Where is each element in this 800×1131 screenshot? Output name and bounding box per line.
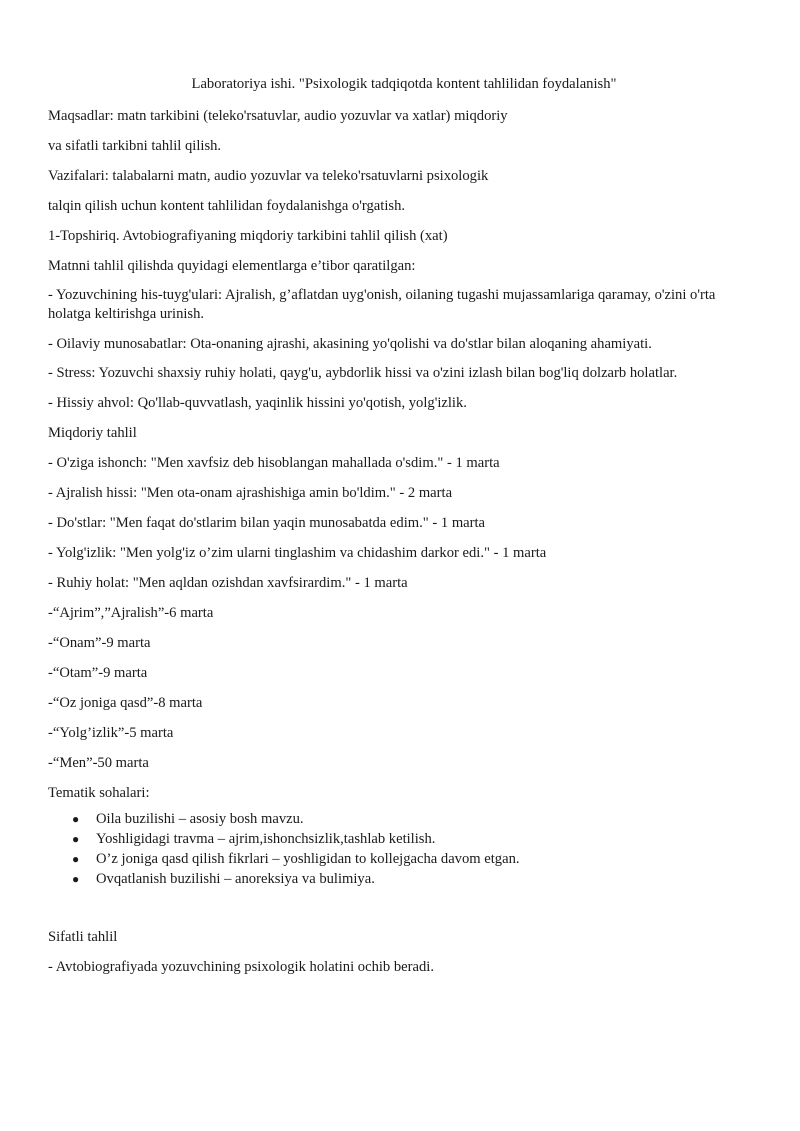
quant-item: -“Onam”-9 marta [48,635,151,651]
element-family: - Oilaviy munosabatlar: Ota-onaning ajrashi, akasining yo'qolishi va do'stlar bilan aloqaning ahamiyati. [48,336,652,352]
list-item [72,849,760,869]
bullet-icon: ● [72,852,80,866]
quant-item: -“Ajrim”,”Ajralish”-6 marta [48,605,214,621]
qual-item: - Avtobiografiyada yozuvchining psixologik holatini ochib beradi. [48,959,434,975]
quantitative-heading: Miqdoriy tahlil [48,425,137,441]
element-feelings: - Yozuvchining his-tuyg'ulari: Ajralish, g’aflatdan uyg'onish, oilaning tugashi mujassamlariga qaramay, o'zini o'rta holatga keltirishga urinish. [48,287,716,322]
theme-text: Oila buzilishi – asosiy bosh mavzu. [96,811,304,827]
document-page [48,74,760,987]
quant-item: -“Men”-50 marta [48,755,149,771]
quant-item: - Yolg'izlik: "Men yolg'iz o’zim ularni tinglashim va chidashim darkor edi." - 1 marta [48,545,547,561]
quant-item: - O'ziga ishonch: "Men xavfsiz deb hisoblangan mahallada o'sdim." - 1 marta [48,455,500,471]
list-item [72,869,760,889]
quant-item: -“Otam”-9 marta [48,665,148,681]
bullet-icon: ● [72,812,80,826]
spacer [48,889,760,927]
tasks-line-2: talqin qilish uchun kontent tahlilidan foydalanishga o'rgatish. [48,198,406,214]
task-1-heading: 1-Topshiriq. Avtobiografiyaning miqdoriy tarkibini tahlil qilish (xat) [48,228,448,244]
element-emotional-state: - Hissiy ahvol: Qo'llab-quvvatlash, yaqinlik hissini yo'qotish, yolg'izlik. [48,395,467,411]
themes-heading: Tematik sohalari: [48,785,150,801]
quant-item: -“Oz joniga qasd”-8 marta [48,695,203,711]
tasks-line-1: Vazifalari: talabalarni matn, audio yozuvlar va teleko'rsatuvlarni psixologik [48,168,489,184]
document-title: Laboratoriya ishi. "Psixologik tadqiqotda kontent tahlilidan foydalanish" [191,76,617,92]
quant-item: - Do'stlar: "Men faqat do'stlarim bilan yaqin munosabatda edim." - 1 marta [48,515,486,531]
list-item [72,829,760,849]
qualitative-heading: Sifatli tahlil [48,929,118,945]
list-item [72,809,760,829]
quant-item: - Ruhiy holat: "Men aqldan ozishdan xavfsirardim." - 1 marta [48,575,408,591]
analysis-intro: Matnni tahlil qilishda quyidagi elementlarga e’tibor qaratilgan: [48,258,416,274]
bullet-icon: ● [72,872,80,886]
goals-line-2: va sifatli tarkibni tahlil qilish. [48,138,222,154]
quant-item: -“Yolg’izlik”-5 marta [48,725,174,741]
quant-item: - Ajralish hissi: "Men ota-onam ajrashishiga amin bo'ldim." - 2 marta [48,485,453,501]
element-stress: - Stress: Yozuvchi shaxsiy ruhiy holati, qayg'u, aybdorlik hissi va o'zini izlash bilan bog'liq dolzarb holatlar. [48,365,678,381]
goals-line-1: Maqsadlar: matn tarkibini (teleko'rsatuvlar, audio yozuvlar va xatlar) miqdoriy [48,108,508,124]
theme-text: O’z joniga qasd qilish fikrlari – yoshligidan to kollejgacha davom etgan. [96,851,520,867]
theme-text: Ovqatlanish buzilishi – anoreksiya va bulimiya. [96,871,375,887]
bullet-icon: ● [72,832,80,846]
theme-text: Yoshligidagi travma – ajrim,ishonchsizlik,tashlab ketilish. [96,831,436,847]
themes-list [48,809,760,889]
